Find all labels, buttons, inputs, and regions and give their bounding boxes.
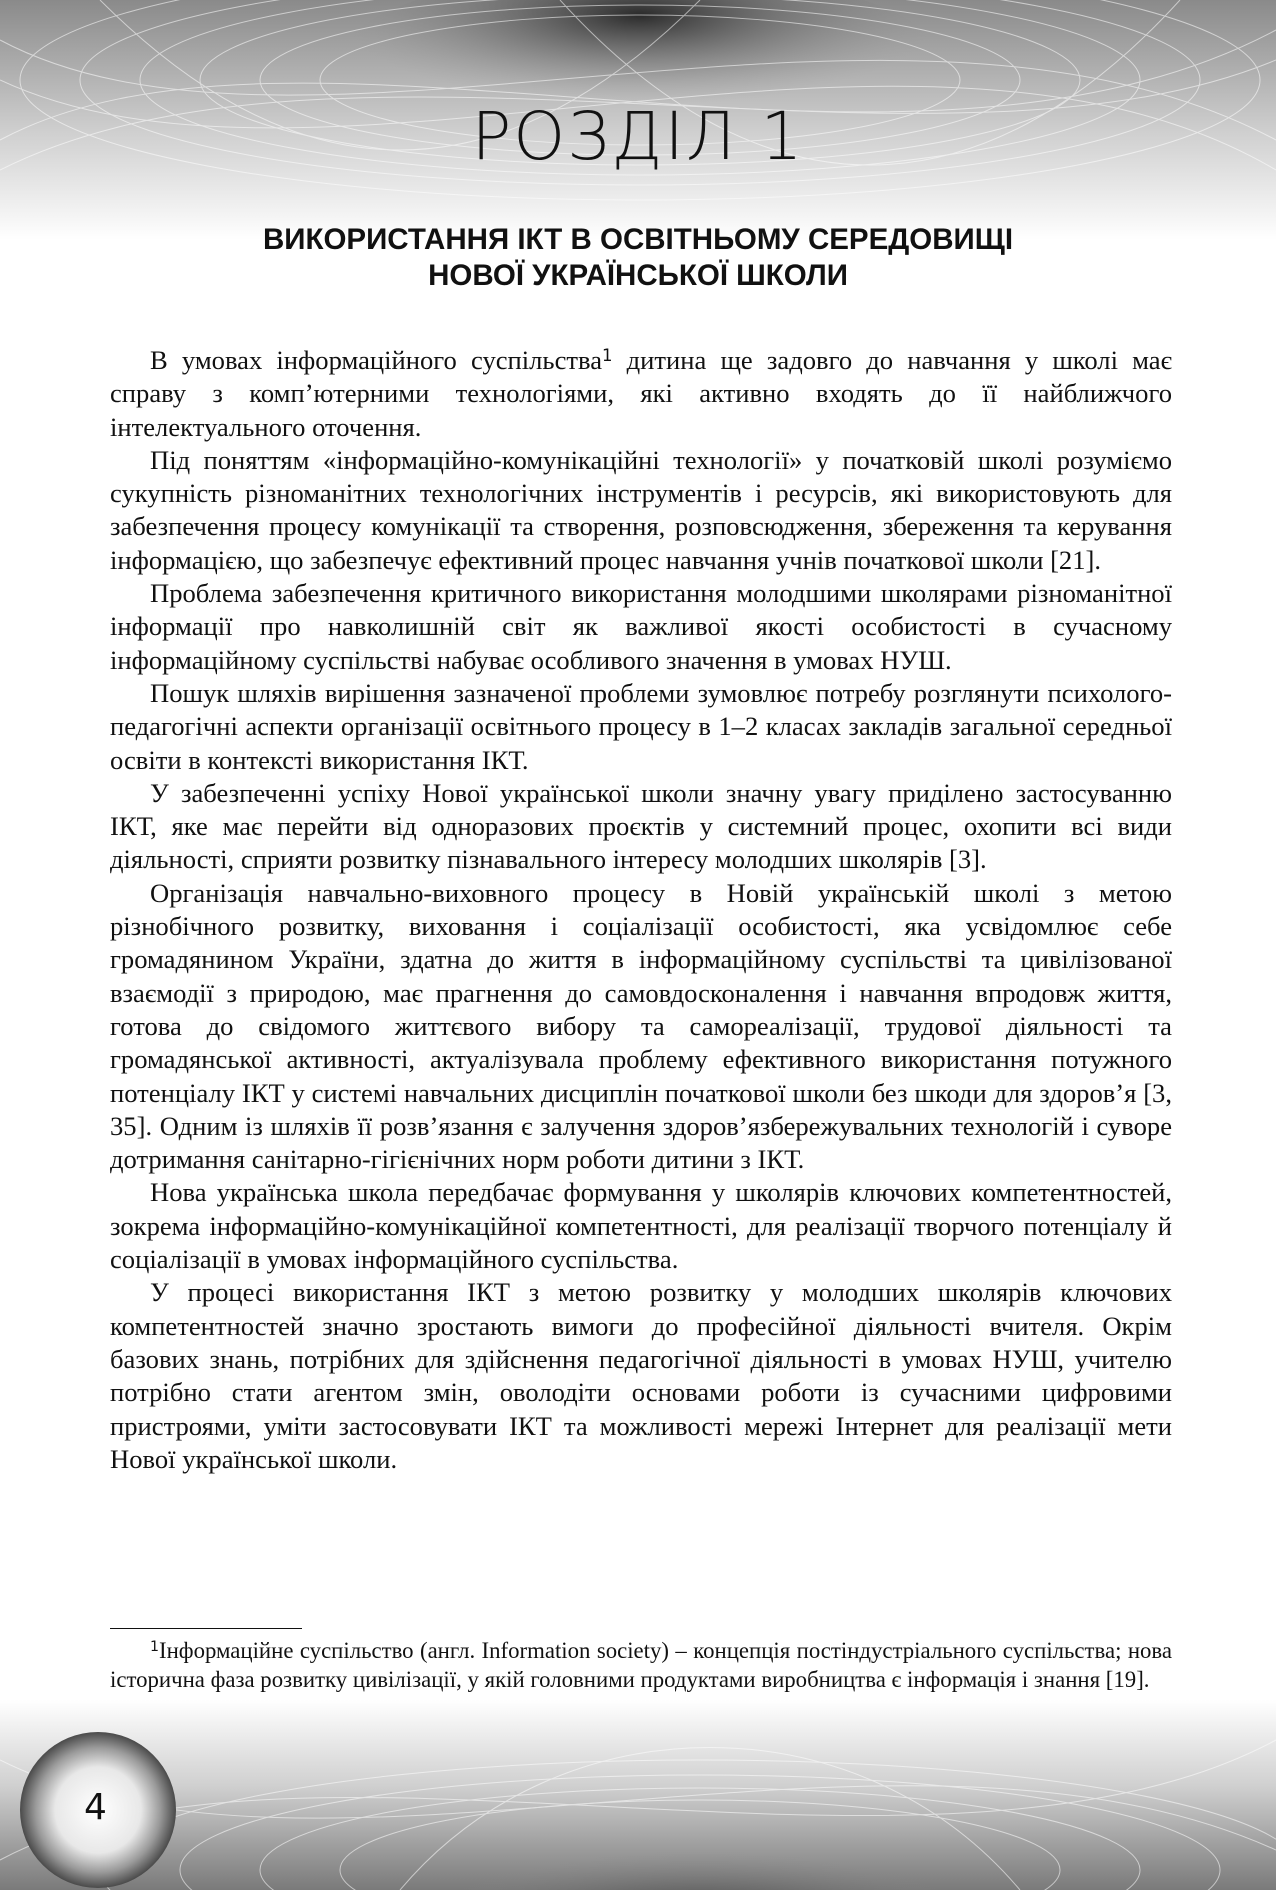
footnote-reference: 1 [602,345,613,365]
page-number: 4 [84,1787,107,1828]
paragraph-5: У забезпеченні успіху Нової української школи значну увагу приділено застосуванню ІКТ, яке має перейти від одноразових проєктів у системний процес, охопити всі види діяльності, сприяти розвитку пізнавального інтересу молодших школярів [3]. [110,777,1172,875]
paragraph-2: Під поняттям «інформаційно-комунікаційні технології» у початковій школі розуміємо сукупність різноманітних технологічних інструментів і ресурсів, які використовують для забезпечення процесу комунікації та створення, розповсюдження, збереження та керування інформацією, що забезпечує ефективний процес навчання учнів початкової школи [21]. [110,444,1172,575]
chapter-heading: РОЗДІЛ 1 [471,98,805,175]
footnote-marker: 1 [150,1638,159,1655]
footnote [110,1636,1172,1694]
footnote-text-block [110,1636,1172,1694]
paragraph-8: У процесі використання ІКТ з метою розвитку у молодших школярів ключових компетентностей значно зростають вимоги до професійної діяльності вчителя. Окрім базових знань, потрібних для здійснення педагогічної діяльності в умовах НУШ, учителю потрібно стати агентом змін, оволодіти основами роботи із сучасними цифровими пристроями, уміти застосовувати ІКТ та можливості мережі Інтернет для реалізації мети Нової української школи. [110,1277,1172,1474]
paragraph-7: Нова українська школа передбачає формування у школярів ключових компетентностей, зокрема інформаційно-комунікаційної компетентності, для реалізації творчого потенціалу й соціалізації в умовах інформаційного суспільства. [110,1177,1172,1275]
section-title-line-2: НОВОЇ УКРАЇНСЬКОЇ ШКОЛИ [428,259,848,292]
footnote-text: Інформаційне суспільство (англ. Information society) – концепція постіндустріального суспільства; нова історична фаза розвитку цивілізації, у якій головними продуктами виробництва є інформація і знання [19]. [110,1638,1172,1692]
paragraph-1 [110,344,1172,444]
paragraph-6: Організація навчально-виховного процесу в Новій українській школі з метою різнобічного розвитку, виховання і соціалізації особистості, яка усвідомлює себе громадянином України, здатна до життя в інформаційному суспільстві та цивілізованої взаємодії з природою, має прагнення до самовдосконалення і навчання впродовж життя, готова до свідомого життєвого вибору та самореалізації, трудової діяльності та громадянської активності, актуалізувала проблему ефективного використання потужного потенціалу ІКТ у системі навчальних дисциплін початкової школи без шкоди для здоров’я [3, 35]. Одним із шляхів її розв’язання є залучення здоров’язбережувальних технологій і суворе дотримання санітарно-гігієнічних норм роботи дитини з ІКТ. [110,877,1172,1175]
footer-decoration [0,1700,1276,1890]
footnote-divider [110,1628,302,1629]
paragraph-1-start: В умовах інформаційного суспільства [150,345,602,375]
paragraph-3: Проблема забезпечення критичного використання молодшими школярами різноманітної інформації про навколишній світ як важливої якості особистості в сучасному інформаційному суспільстві набуває особливого значення в умовах НУШ. [110,578,1172,675]
section-title [0,222,1276,294]
paragraph-1-rest: дитина ще задовго до навчання у школі має справу з комп’ютерними технологіями, які активно входять до її найближчого інтелектуального оточення. [110,345,1172,442]
body-text [110,344,1172,1476]
paragraph-4: Пошук шляхів вирішення зазначеної проблеми зумовлює потребу розглянути психолого-педагогічні аспекти організації освітнього процесу в 1–2 класах закладів загальної середньої освіти в контексті використання ІКТ. [110,677,1172,775]
section-title-line-1: ВИКОРИСТАННЯ ІКТ В ОСВІТНЬОМУ СЕРЕДОВИЩІ [262,223,1014,256]
